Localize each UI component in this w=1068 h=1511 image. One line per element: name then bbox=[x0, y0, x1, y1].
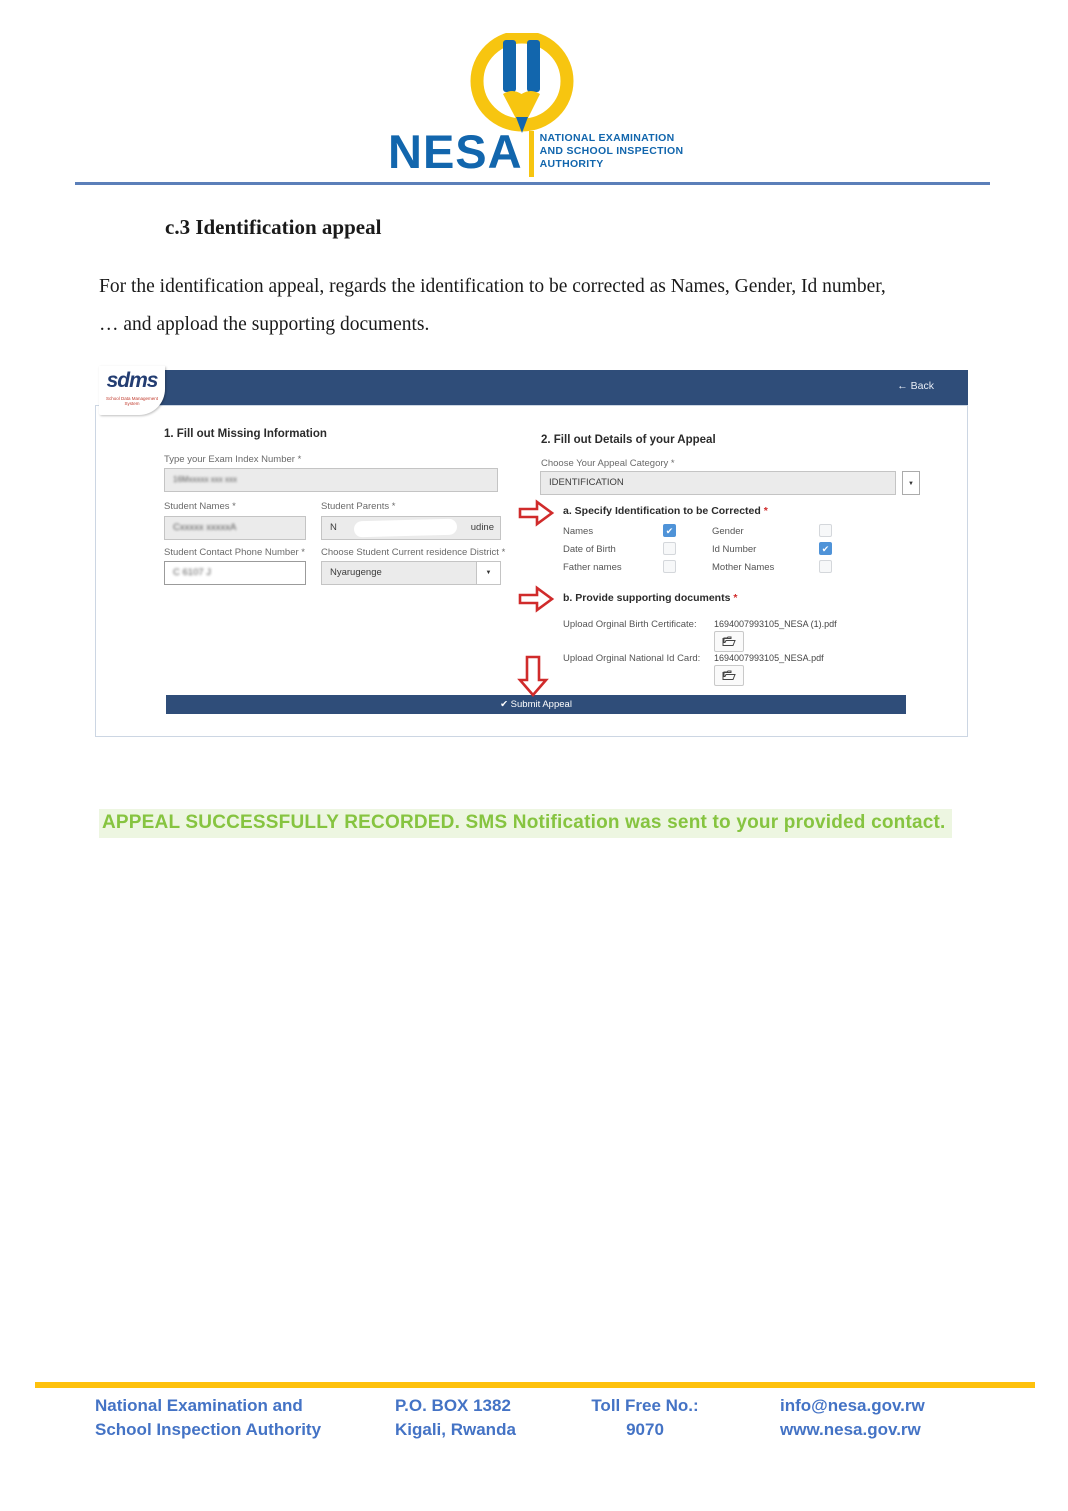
footer-divider bbox=[35, 1382, 1035, 1388]
exam-index-value: 16Mxxxxx xxx xxx bbox=[173, 475, 238, 484]
required-asterisk: * bbox=[763, 505, 768, 517]
upload-national-id-filename: 1694007993105_NESA.pdf bbox=[714, 653, 824, 663]
footer-email[interactable]: info@nesa.gov.rw bbox=[780, 1396, 925, 1415]
browse-birth-certificate-button[interactable] bbox=[714, 631, 744, 652]
red-arrow-right-icon bbox=[517, 499, 555, 527]
nesa-pencil-balloon-icon bbox=[468, 33, 576, 137]
checkbox-mother-names[interactable] bbox=[819, 560, 832, 573]
phone-input[interactable] bbox=[164, 561, 306, 585]
footer-address-line: P.O. BOX 1382 bbox=[395, 1396, 511, 1415]
footer-org-line: National Examination and bbox=[95, 1396, 303, 1415]
nesa-tagline bbox=[540, 129, 684, 171]
redaction-blob bbox=[354, 518, 458, 537]
submit-appeal-button[interactable]: ✔ Submit Appeal bbox=[166, 695, 906, 714]
chevron-down-icon[interactable]: ▼ bbox=[476, 562, 500, 584]
folder-open-icon bbox=[722, 636, 736, 647]
student-names-value: Cxxxxx xxxxxA bbox=[173, 522, 237, 533]
footer-website[interactable]: www.nesa.gov.rw bbox=[780, 1420, 921, 1439]
footer-organization bbox=[95, 1394, 355, 1442]
section1-title: 1. Fill out Missing Information bbox=[164, 428, 327, 440]
folder-open-icon bbox=[722, 670, 736, 681]
back-button[interactable]: ← Back bbox=[897, 380, 934, 392]
footer-address bbox=[395, 1394, 565, 1442]
success-message: APPEAL SUCCESSFULLY RECORDED. SMS Notification was sent to your provided contact. bbox=[99, 809, 952, 838]
paragraph-line: For the identification appeal, regards the identification to be corrected as Names, Gender, Id number, bbox=[99, 276, 886, 297]
footer-address-line: Kigali, Rwanda bbox=[395, 1420, 516, 1439]
section-b-title bbox=[563, 592, 737, 604]
chevron-down-icon[interactable]: ▼ bbox=[902, 471, 920, 495]
section-a-title bbox=[563, 505, 768, 517]
footer-tollfree-number: 9070 bbox=[626, 1420, 664, 1439]
section-heading: c.3 Identification appeal bbox=[165, 215, 382, 239]
sdms-wordmark: sdms bbox=[106, 369, 158, 392]
sdms-logo-subtext: School Data Management System bbox=[105, 396, 159, 406]
tagline-line: AUTHORITY bbox=[539, 158, 604, 170]
header-divider bbox=[75, 182, 990, 185]
district-label: Choose Student Current residence District * bbox=[321, 547, 506, 558]
sdms-header-bar bbox=[109, 370, 968, 405]
checkbox-names[interactable] bbox=[663, 524, 676, 537]
browse-national-id-button[interactable] bbox=[714, 665, 744, 686]
section-b-text: b. Provide supporting documents bbox=[563, 592, 731, 604]
footer-org-line: School Inspection Authority bbox=[95, 1420, 322, 1439]
checkbox-date-of-birth[interactable] bbox=[663, 542, 676, 555]
district-value: Nyarugenge bbox=[330, 567, 382, 578]
option-label-id-number: Id Number bbox=[712, 544, 757, 555]
paragraph-line: … and appload the supporting documents. bbox=[99, 314, 430, 335]
student-parents-prefix: N bbox=[330, 522, 337, 533]
option-label-gender: Gender bbox=[712, 526, 744, 537]
district-select[interactable] bbox=[321, 561, 501, 585]
student-parents-suffix: udine bbox=[470, 522, 494, 533]
section-a-text: a. Specify Identification to be Corrected bbox=[563, 505, 761, 517]
footer-tollfree-label: Toll Free No.: bbox=[591, 1396, 699, 1415]
nesa-wordmark: NESA bbox=[388, 125, 523, 178]
tagline-line: NATIONAL EXAMINATION bbox=[539, 132, 675, 144]
upload-birth-certificate-label: Upload Orginal Birth Certificate: bbox=[563, 619, 697, 630]
upload-birth-certificate-filename: 1694007993105_NESA (1).pdf bbox=[714, 619, 837, 629]
option-label-mother-names: Mother Names bbox=[712, 562, 775, 573]
upload-national-id-label: Upload Orginal National Id Card: bbox=[563, 653, 701, 664]
appeal-category-label: Choose Your Appeal Category * bbox=[541, 458, 675, 469]
student-names-input[interactable] bbox=[164, 516, 306, 540]
option-label-dob: Date of Birth bbox=[563, 544, 616, 555]
option-label-father-names: Father names bbox=[563, 562, 622, 573]
exam-index-input[interactable] bbox=[164, 468, 498, 492]
footer-tollfree bbox=[570, 1394, 720, 1442]
nesa-logo bbox=[388, 33, 698, 178]
student-names-label: Student Names * bbox=[164, 501, 236, 512]
student-parents-input[interactable] bbox=[321, 516, 501, 540]
checkbox-father-names[interactable] bbox=[663, 560, 676, 573]
appeal-category-select[interactable] bbox=[540, 471, 896, 495]
option-label-names: Names bbox=[563, 526, 594, 537]
red-arrow-right-icon bbox=[517, 585, 555, 613]
student-parents-label: Student Parents * bbox=[321, 501, 396, 512]
section2-title: 2. Fill out Details of your Appeal bbox=[541, 434, 716, 446]
sdms-screenshot bbox=[95, 370, 968, 737]
checkbox-gender[interactable] bbox=[819, 524, 832, 537]
phone-label: Student Contact Phone Number * bbox=[164, 547, 306, 558]
appeal-form bbox=[95, 405, 968, 737]
appeal-category-value: IDENTIFICATION bbox=[549, 477, 624, 488]
required-asterisk: * bbox=[733, 592, 738, 604]
footer-contacts bbox=[780, 1394, 990, 1442]
tagline-line: AND SCHOOL INSPECTION bbox=[539, 145, 684, 157]
checkbox-id-number[interactable] bbox=[819, 542, 832, 555]
sdms-logo bbox=[99, 366, 165, 415]
exam-index-label: Type your Exam Index Number * bbox=[164, 454, 302, 465]
phone-value: C 6107 J bbox=[173, 567, 212, 578]
logo-separator bbox=[529, 131, 534, 177]
red-arrow-down-icon bbox=[517, 654, 549, 698]
